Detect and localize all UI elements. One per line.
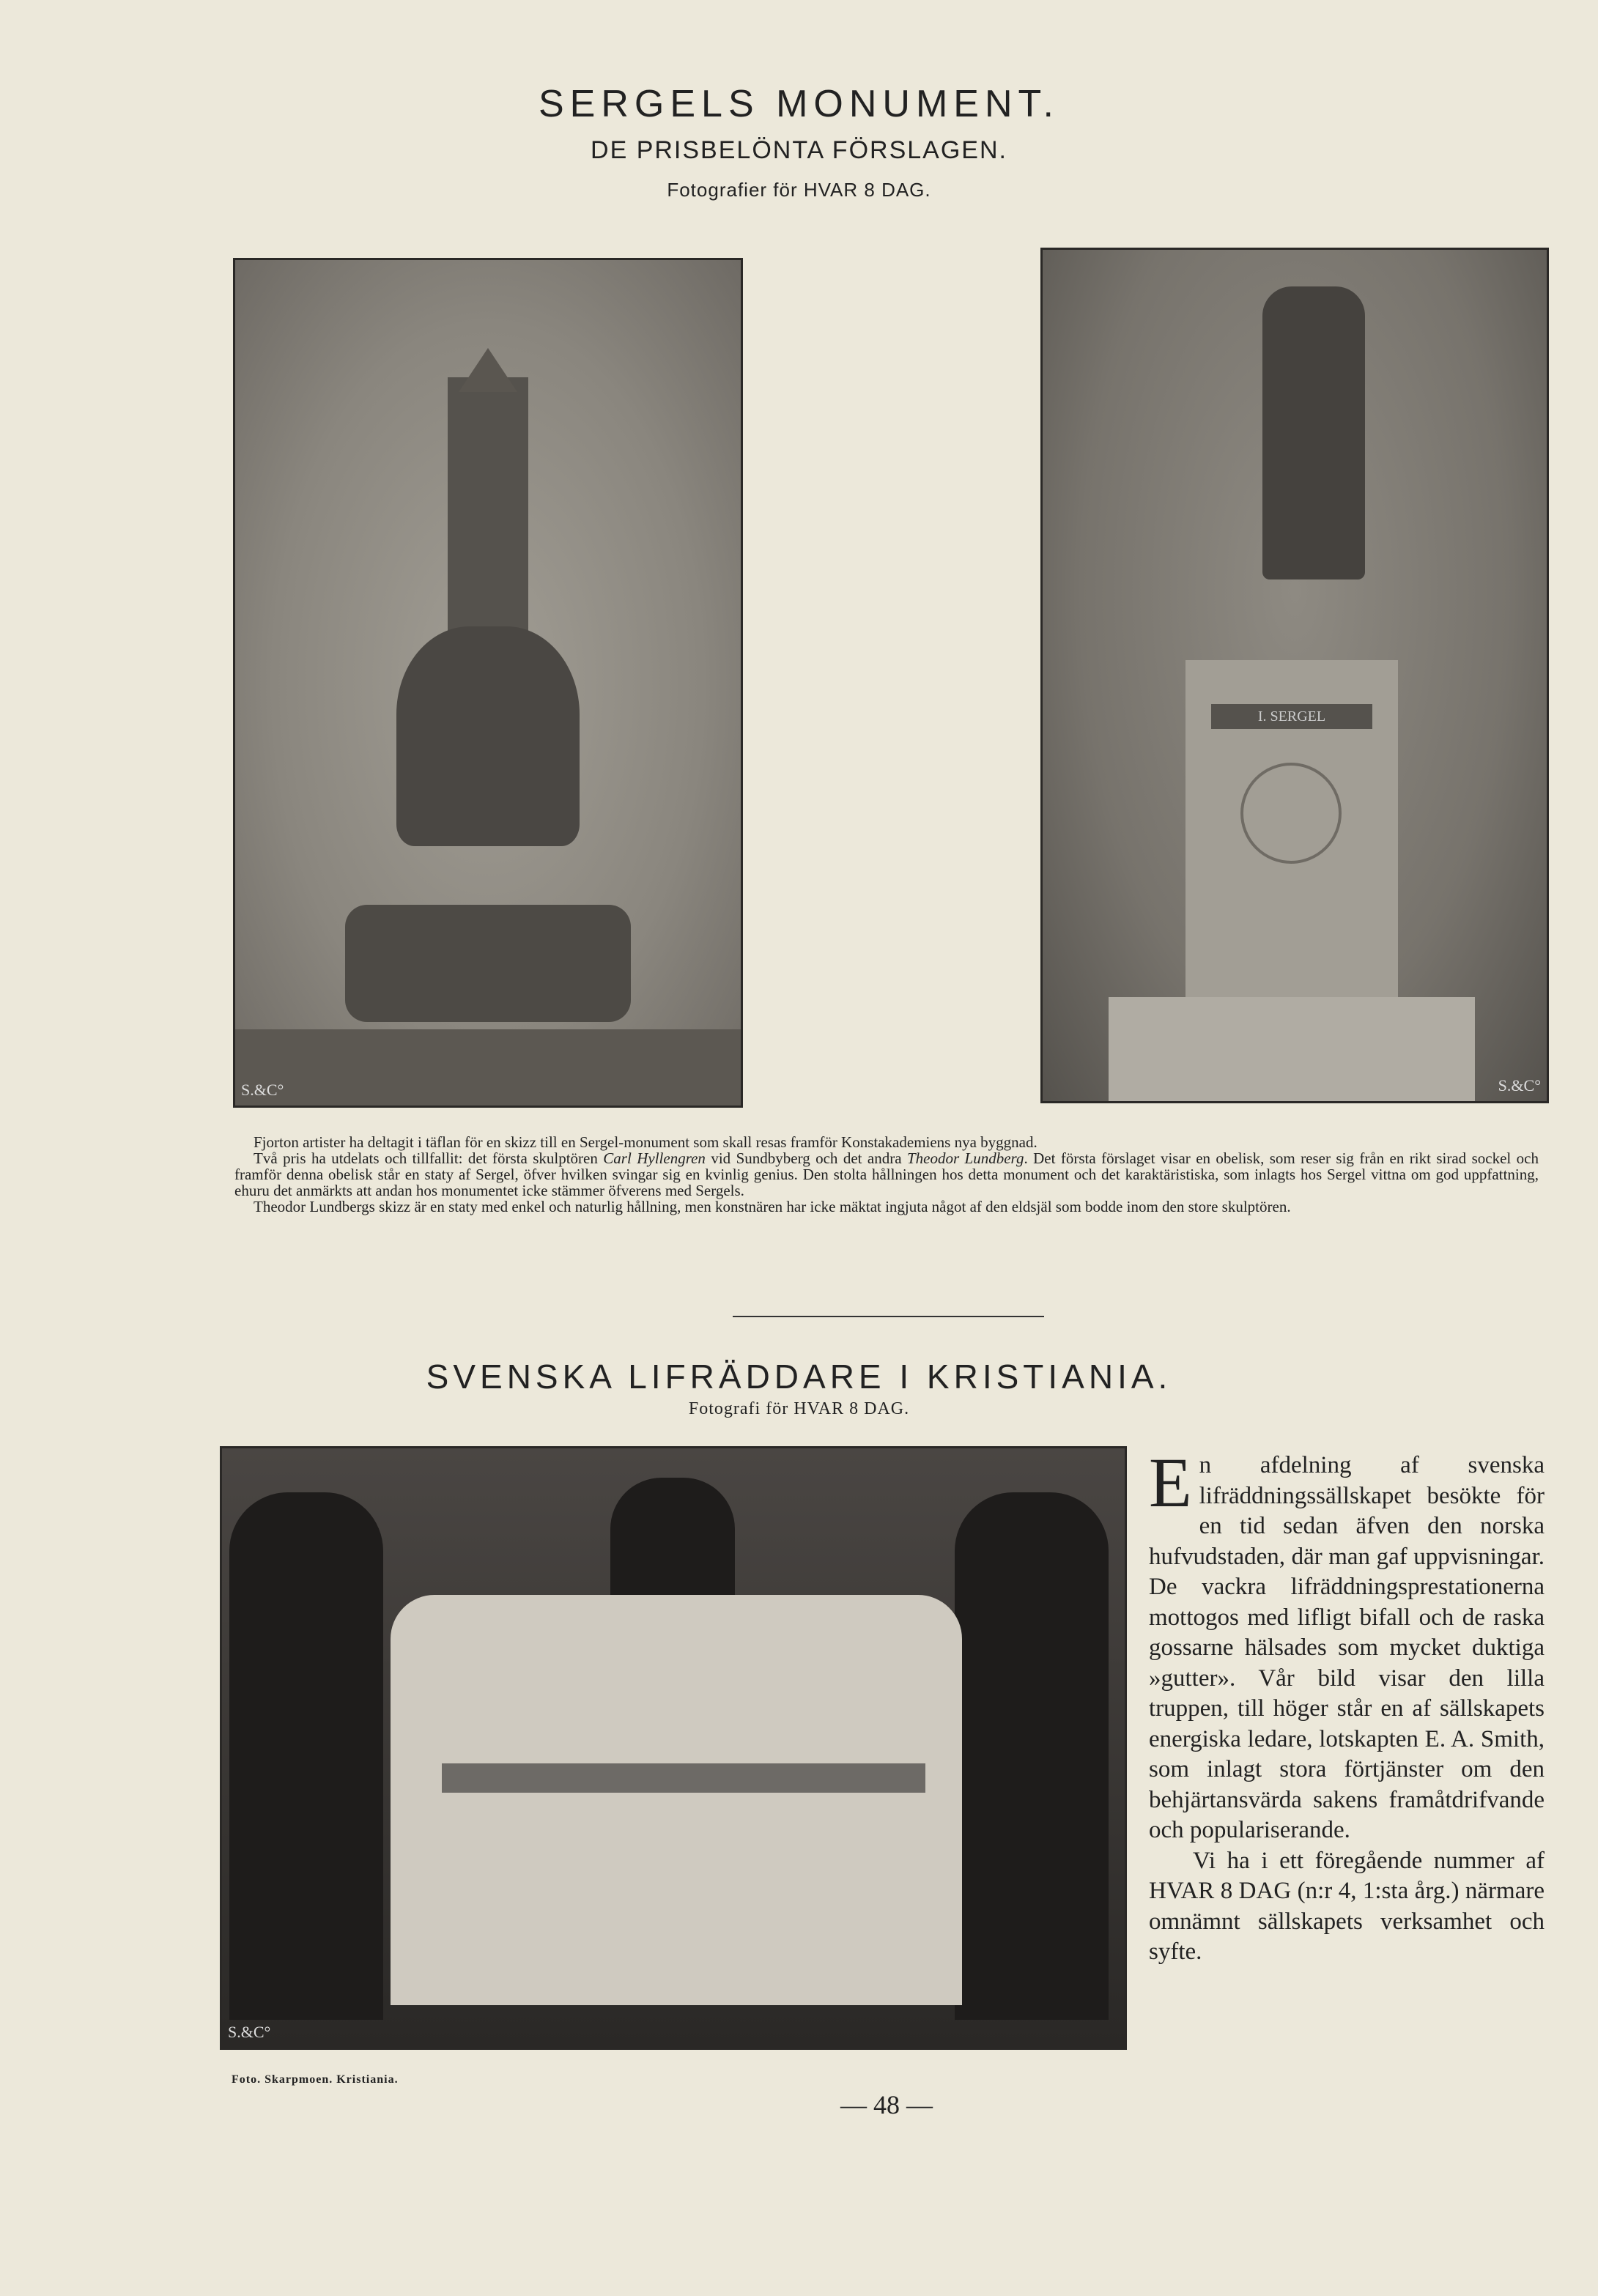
article-title: SERGELS MONUMENT. [539, 83, 1059, 125]
sculpture-figures [396, 626, 580, 846]
caption-name-lundberg: Theodor Lundberg [906, 1149, 1024, 1167]
statue-figure [1262, 286, 1365, 579]
photo-lifesavers-group [220, 1446, 1127, 2050]
photo-mark: S.&C° [1498, 1076, 1541, 1095]
photo-obelisk-monument [233, 258, 743, 1108]
caption-text: vid Sundbyberg och det andra [705, 1149, 907, 1167]
caption-paragraph-3: Theodor Lundbergs skizz är en staty med enkel och naturlig hållning, men konstnären har icke mäktat ingjuta något af den eldsjäl som bodde inom den store skulptören. [254, 1198, 1291, 1215]
photo-credit: Fotografi för HVAR 8 DAG. [688, 1399, 910, 1418]
caption-name-hyllengren: Carl Hyllengren [603, 1149, 706, 1167]
article-body [1149, 1443, 1545, 1968]
photographer-credit: Foto. Skarpmoen. Kristiania. [232, 2073, 399, 2086]
caption-line-1: Fjorton artister ha deltagit i täflan för en skizz till en Sergel-monument som skall resas framför Konstakademiens nya byggnad. [254, 1133, 1037, 1151]
caption-text: . Det första förslaget visar en obelisk, som reser sig från en rikt sirad sockel och framför denna obelisk står en staty af Sergel, öfver hvilken svingar sig en kvinlig genius. Den stolta hållningen hos detta monument och det karaktäristiska, som inlagts hos Sergel vittna om god uppfattning, ehuru det anmärkts att andan hos monumentet icke stämmer öfverens med Sergels. [234, 1149, 1539, 1199]
caption-paragraph-2 [234, 1150, 1539, 1199]
paragraph-1: n afdelning af svenska lifräddningssällskapet besökte för en tid sedan äfven den norska hufvudstaden, där man gaf uppvisningar. De vackra lifräddningsprestationerna mottogos med lifligt bifall och de raska gossarne hälsades som mycket duktiga »gutter». Vår bild visar den lilla truppen, till höger står en af sällskapets energiska ledare, lotskapten E. A. Smith, som inlagt stora förtjänster om den behjärtansvärda sakens framåtdrifvande och populariserande. [1149, 1452, 1545, 1843]
obelisk-tip [459, 348, 517, 392]
drop-cap: E [1149, 1443, 1192, 1522]
medallion [1240, 763, 1342, 864]
pedestal-base [1109, 997, 1475, 1101]
paragraph-2: Vi ha i ett föregående nummer af HVAR 8 DAG (n:r 4, 1:sta årg.) närmare omnämnt sällskapets verksamhet och syfte. [1149, 1847, 1545, 1965]
page-number: — 48 — [840, 2090, 933, 2119]
boys-in-white [391, 1595, 962, 2005]
caption-text: Två pris ha utdelats och tillfallit: det första skulptören [254, 1149, 604, 1167]
photo-statue-monument [1040, 248, 1549, 1103]
plinth [235, 1029, 741, 1106]
article-title: SVENSKA LIFRÄDDARE I KRISTIANIA. [426, 1358, 1172, 1396]
pedestal-base [345, 905, 631, 1022]
man-right [955, 1492, 1109, 2020]
article-subtitle: DE PRISBELÖNTA FÖRSLAGEN. [591, 136, 1007, 164]
sashes [442, 1763, 925, 1793]
pedestal-inscription: I. SERGEL [1211, 704, 1372, 729]
man-left [229, 1492, 383, 2020]
section-divider [733, 1316, 1044, 1317]
photo-mark: S.&C° [228, 2023, 271, 2041]
article-caption [234, 1134, 1539, 1215]
photo-mark: S.&C° [241, 1081, 284, 1099]
photo-credit: Fotografier för HVAR 8 DAG. [667, 179, 931, 201]
